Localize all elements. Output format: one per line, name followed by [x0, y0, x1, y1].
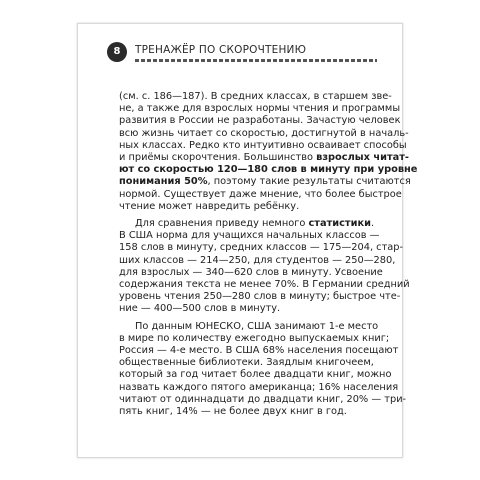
text-run: , поэтому такие результаты считаются [207, 176, 411, 188]
text-run: не, а также для взрослых нормы чтения и программы [119, 103, 401, 115]
text-run: всю жизнь читает со скоростью, достигнутой в началь- [119, 127, 409, 139]
text-run: ние — 400—500 слов в минуту. [119, 303, 281, 315]
text-line [119, 115, 401, 127]
bold-text-run: взрослых читат- [316, 152, 409, 164]
text-line [119, 139, 407, 152]
text-line [119, 218, 375, 230]
text-run: и приёмы скорочтения. Большинство [119, 152, 317, 164]
text-run: ших классов — 214—250, для студентов — 250—280, [119, 254, 396, 266]
paragraph [119, 91, 418, 213]
bold-text-run: ют со скоростью 120—180 слов в минуту при уровне [119, 164, 418, 176]
text-run: назвать каждого пятого американца; 16% населения [119, 381, 399, 393]
text-run: чтение может навредить ребёнку. [119, 200, 300, 212]
text-run: общественные библиотеки. Заядлым книгочеем, [119, 357, 374, 369]
text-line [119, 176, 411, 188]
text-run: который за год читает более двадцати книг, можно [119, 369, 392, 381]
paragraph [119, 320, 407, 419]
page-number-badge: 8 [107, 42, 127, 62]
text-line [119, 127, 409, 140]
text-run: ных классах. Редко кто интуитивно осваивает способы [119, 139, 407, 151]
header-dotted-rule [135, 59, 377, 62]
text-line [119, 369, 392, 381]
text-run: 158 слов в минуту, средних классов — 175—204, стар- [119, 242, 404, 254]
text-line [119, 91, 392, 103]
text-run: . [371, 218, 375, 230]
text-run: развития в России не разработаны. Зачастую человек [119, 115, 401, 127]
text-line [119, 279, 410, 291]
text-line [119, 320, 379, 333]
text-line [119, 266, 383, 279]
text-line [119, 332, 390, 345]
paragraph [119, 218, 410, 316]
bold-text-run: статистики [308, 218, 371, 230]
text-line [119, 345, 399, 357]
text-line [119, 103, 401, 115]
text-line [119, 381, 399, 394]
text-run: уровень чтения 250—280 слов в минуту; быстрое чте- [119, 291, 401, 303]
book-page [77, 23, 418, 458]
text-run: По данным ЮНЕСКО, США занимают 1-е место [135, 320, 379, 332]
bold-text-run: понимания 50% [119, 176, 208, 188]
text-line [119, 201, 363, 213]
text-line [119, 242, 404, 254]
body-text [119, 91, 418, 423]
text-line [119, 230, 380, 242]
text-run: в мире по количеству ежегодно выпускаемых книг; [119, 332, 390, 344]
text-run: Для сравнения приведу немного [135, 218, 309, 230]
text-run: Россия — 4-е место. В США 68% населения посещают [119, 345, 399, 357]
text-line [119, 188, 402, 201]
text-run: читают от одиннадцати до двадцати книг, 20% — три- [119, 393, 407, 405]
page-header [107, 42, 377, 70]
text-line [119, 254, 396, 267]
text-line [119, 357, 374, 369]
text-line [119, 152, 409, 164]
running-title: ТРЕНАЖЁР ПО СКОРОЧТЕНИЮ [135, 44, 307, 56]
text-run: (см. с. 186—187). В средних классах, в старшем зве- [119, 91, 392, 102]
text-run: для взрослых — 340—620 слов в минуту. Усвоение [119, 266, 383, 278]
text-line [119, 164, 418, 176]
text-line [119, 406, 363, 418]
text-run: пять книг, 14% — не более двух книг в год. [119, 406, 347, 418]
text-line [119, 393, 407, 406]
text-line [119, 291, 401, 303]
text-run: содержания текста не менее 70%. В Германии средний [119, 279, 410, 291]
text-run: В США норма для учащихся начальных классов — [119, 230, 380, 242]
text-run: нормой. Существует даже мнение, что более быстрое [119, 188, 402, 200]
text-line [119, 303, 363, 315]
